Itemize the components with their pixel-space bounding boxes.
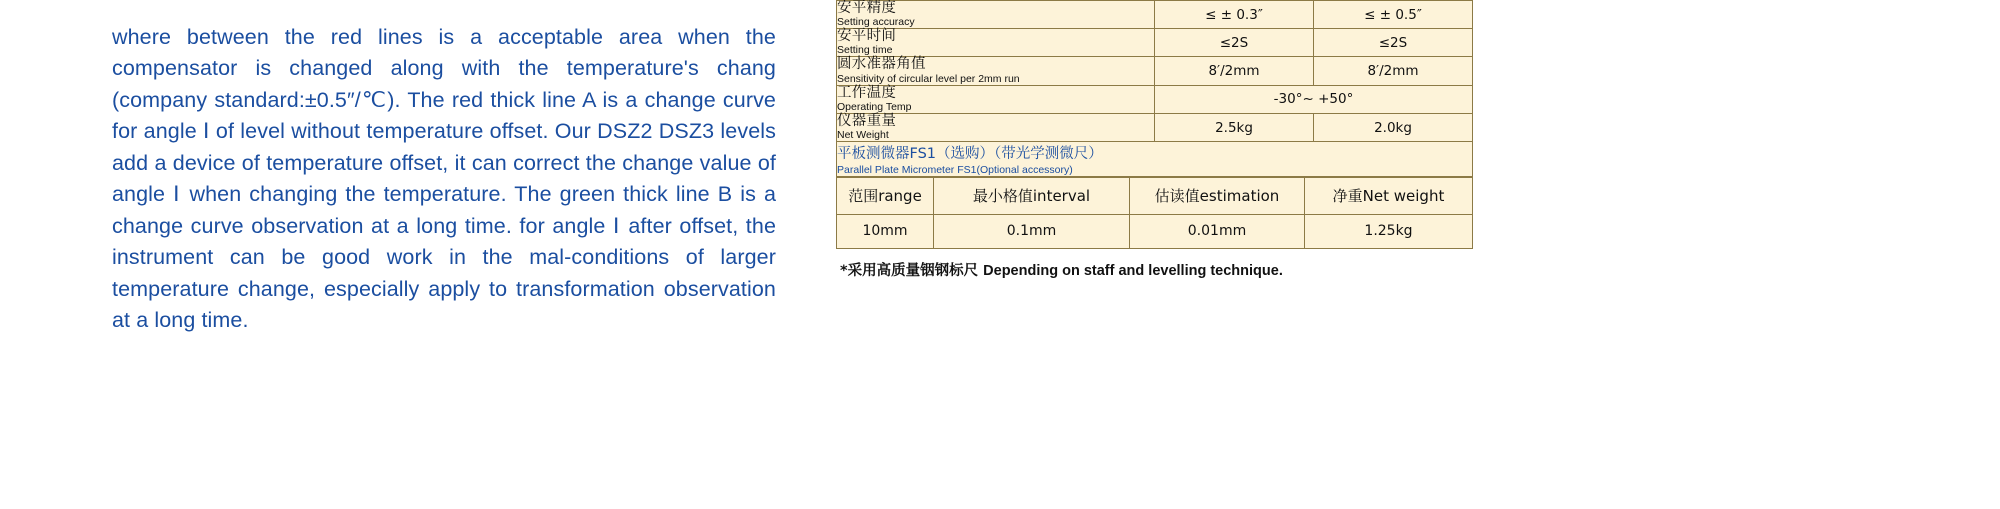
label-cn: 工作温度 bbox=[837, 84, 897, 101]
label-en: Net Weight bbox=[837, 129, 889, 142]
row-label-net-weight bbox=[837, 113, 1155, 141]
table-row bbox=[837, 85, 1473, 113]
label-en: Sensitivity of circular level per 2mm run bbox=[837, 72, 1020, 85]
label-cn: 圆水准器角值 bbox=[837, 56, 926, 73]
label-cn: 仪器重量 bbox=[837, 112, 897, 129]
cell-estimation-value: 0.01mm bbox=[1130, 215, 1305, 249]
table-row bbox=[837, 1, 1473, 29]
left-text-column bbox=[112, 0, 776, 358]
cell-value-col1: 8′/2mm bbox=[1155, 57, 1314, 85]
table-header-row bbox=[837, 178, 1473, 215]
optional-label-en: Parallel Plate Micrometer FS1(Optional accessory) bbox=[837, 164, 1073, 177]
label-en: Setting time bbox=[837, 44, 893, 57]
cell-value-merged: -30°~ +50° bbox=[1155, 85, 1473, 113]
cell-net-weight-value: 1.25kg bbox=[1305, 215, 1473, 249]
micrometer-table bbox=[836, 177, 1473, 249]
table-row bbox=[837, 29, 1473, 57]
row-label-circular-level-sensitivity bbox=[837, 57, 1155, 85]
table-row bbox=[837, 57, 1473, 85]
table-row-optional-accessory bbox=[837, 142, 1473, 177]
label-cn: 安平精度 bbox=[837, 0, 897, 16]
cell-value-col2: ≤ ± 0.5″ bbox=[1314, 1, 1473, 29]
cell-value-col1: ≤2S bbox=[1155, 29, 1314, 57]
cell-value-col1: ≤ ± 0.3″ bbox=[1155, 1, 1314, 29]
column-header-interval: 最小格值interval bbox=[934, 178, 1130, 215]
optional-label-cn: 平板测微器FS1（选购）（带光学测微尺） bbox=[837, 146, 1103, 163]
specification-table bbox=[836, 0, 1473, 177]
footnote-en: Depending on staff and levelling technique. bbox=[983, 263, 1283, 280]
label-en: Operating Temp bbox=[837, 100, 912, 113]
row-label-operating-temp bbox=[837, 85, 1155, 113]
label-cn: 安平时间 bbox=[837, 28, 897, 45]
column-header-range: 范围range bbox=[837, 178, 934, 215]
row-label-setting-time bbox=[837, 29, 1155, 57]
specification-panel bbox=[836, 0, 1472, 280]
cell-value-col2: 8′/2mm bbox=[1314, 57, 1473, 85]
cell-interval-value: 0.1mm bbox=[934, 215, 1130, 249]
table-row bbox=[837, 113, 1473, 141]
footnote bbox=[836, 259, 1472, 280]
column-header-net-weight: 净重Net weight bbox=[1305, 178, 1473, 215]
page-title: where between the red lines is a acceptable area when the compensator is changed along with the temperature's chang (company standard:±0.5″/℃). The red thick line A is a change curve for angle Ⅰ of level without temperature offset. Our DSZ2 DSZ3 levels add a device of temperature offset, it can correct the change value of angle Ⅰ when changing the temperature. The green thick line B is a change curve observation at a long time. for angle Ⅰ after offset, the instrument can be good work in the mal-conditions of larger temperature change, especially apply to transformation observation at a long time. bbox=[112, 24, 776, 332]
cell-value-col1: 2.5kg bbox=[1155, 113, 1314, 141]
row-label-setting-accuracy bbox=[837, 1, 1155, 29]
footnote-cn: *采用高质量铟钢标尺 bbox=[840, 263, 979, 280]
cell-value-col2: 2.0kg bbox=[1314, 113, 1473, 141]
table-row bbox=[837, 215, 1473, 249]
label-en: Setting accuracy bbox=[837, 16, 915, 29]
column-header-estimation: 估读值estimation bbox=[1130, 178, 1305, 215]
cell-value-col2: ≤2S bbox=[1314, 29, 1473, 57]
optional-accessory-cell bbox=[837, 142, 1473, 177]
cell-range-value: 10mm bbox=[837, 215, 934, 249]
